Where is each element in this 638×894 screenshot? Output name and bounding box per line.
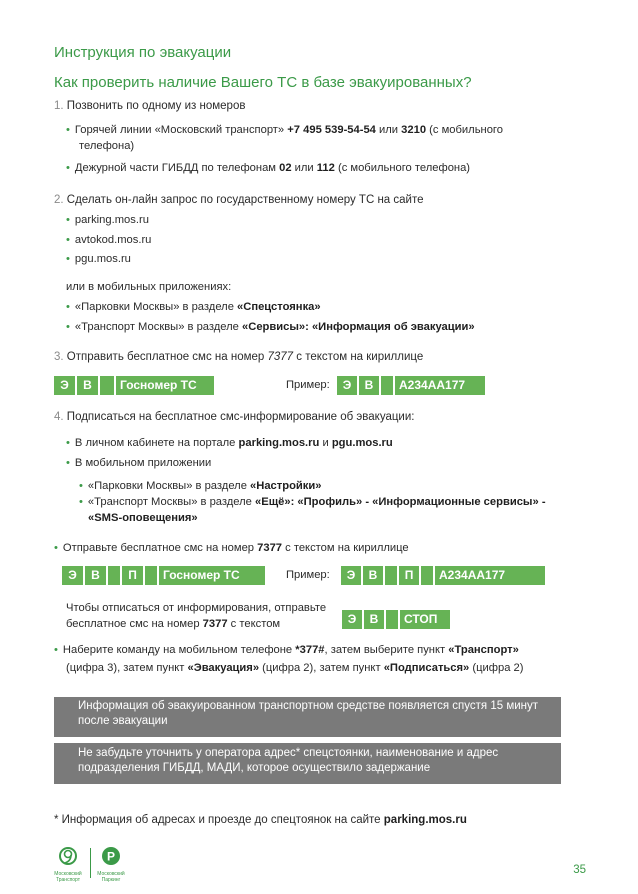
- unsubscribe-line-2: бесплатное смс на номер 7377 с текстом: [66, 618, 281, 630]
- example-plate-box: А234АА177: [395, 376, 485, 395]
- app-item: • «Парковки Москвы» в разделе «Спецстоянка»: [66, 301, 321, 313]
- sms-plate-box: Госномер ТС: [116, 376, 214, 395]
- sms-subscribe-text: • Отправьте бесплатное смс на номер 7377 с текстом на кириллице: [54, 542, 409, 554]
- example-space-box: [421, 566, 433, 585]
- moscow-transport-logo: Московский Транспорт: [50, 846, 86, 883]
- info-note: Информация об эвакуированном транспортном средстве появляется спустя 15 минут после эвакуации: [54, 697, 561, 737]
- example-space-box: [381, 376, 393, 395]
- hotline-short[interactable]: 3210: [401, 124, 427, 136]
- example-plate-box: А234АА177: [435, 566, 545, 585]
- stop-code-box: Э: [342, 610, 362, 629]
- step-number: 1.: [54, 100, 64, 112]
- transport-logo-icon: [50, 846, 86, 868]
- app-item: • «Транспорт Москвы» в разделе «Сервисы»: «Информация об эвакуации»: [66, 321, 475, 333]
- step4-bullet-2: • В мобильном приложении: [66, 457, 211, 469]
- sms-code-box: Э: [62, 566, 83, 585]
- parking-logo-icon: [94, 846, 128, 868]
- site-link[interactable]: • avtokod.mos.ru: [66, 234, 151, 246]
- site-link[interactable]: • pgu.mos.ru: [66, 253, 131, 265]
- moscow-parking-logo: P Московский Паркинг: [94, 846, 128, 883]
- site-link[interactable]: • parking.mos.ru: [66, 214, 149, 226]
- logo-divider: [90, 848, 91, 878]
- sms-plate-box: Госномер ТС: [159, 566, 265, 585]
- example-label: Пример:: [286, 569, 330, 581]
- example-box: Э: [341, 566, 361, 585]
- example-box: Э: [337, 376, 357, 395]
- step4-app-2-cont: «SMS-оповещения»: [88, 512, 198, 524]
- example-box: В: [359, 376, 379, 395]
- footnote: * Информация об адресах и проезде до спецтоянок на сайте parking.mos.ru: [54, 814, 467, 826]
- example-box: П: [399, 566, 419, 585]
- ussd-line-2: (цифра 3), затем пункт «Эвакуация» (цифра 2), затем пункт «Подписаться» (цифра 2): [66, 662, 524, 674]
- sms-code-box: Э: [54, 376, 75, 395]
- step-3: 3. Отправить бесплатное смс на номер 7377 с текстом на кириллице: [54, 351, 424, 363]
- svg-text:P: P: [106, 849, 116, 864]
- page-heading: Инструкция по эвакуации: [54, 44, 232, 61]
- step-4: 4. Подписаться на бесплатное смс-информирование об эвакуации:: [54, 411, 415, 423]
- step4-app-2: • «Транспорт Москвы» в разделе «Ещё»: «Профиль» - «Информационные сервисы» -: [79, 496, 546, 508]
- step4-bullet-1: • В личном кабинете на портале parking.mos.ru и pgu.mos.ru: [66, 437, 393, 449]
- step1-bullet-1-cont: телефона): [79, 140, 135, 152]
- example-label: Пример:: [286, 379, 330, 391]
- page-subheading: Как проверить наличие Вашего ТС в базе эвакуированных?: [54, 74, 472, 91]
- page-number: 35: [573, 864, 586, 876]
- sms-space-box: [108, 566, 120, 585]
- apps-intro: или в мобильных приложениях:: [66, 281, 232, 293]
- example-space-box: [385, 566, 397, 585]
- unsubscribe-line-1: Чтобы отписаться от информирования, отправьте: [66, 602, 327, 614]
- stop-code-box: В: [364, 610, 384, 629]
- sms-space-box: [145, 566, 157, 585]
- sms-code-box: В: [77, 376, 98, 395]
- stop-space-box: [386, 610, 398, 629]
- stop-word-box: СТОП: [400, 610, 450, 629]
- step1-bullet-2: • Дежурной части ГИБДД по телефонам 02 или 112 (с мобильного телефона): [66, 162, 470, 174]
- reminder-note: Не забудьте уточнить у оператора адрес* спецстоянки, наименование и адрес подразделения ГИБДД, МАДИ, которое осуществило задержание: [54, 743, 561, 784]
- step1-bullet-1: • Горячей линии «Московский транспорт» +7 495 539-54-54 или 3210 (с мобильного: [66, 124, 503, 136]
- ussd-line-1: • Наберите команду на мобильном телефоне *377#, затем выберите пункт «Транспорт»: [54, 644, 519, 656]
- sms-code-box: В: [85, 566, 106, 585]
- sms-space-box: [100, 376, 114, 395]
- example-box: В: [363, 566, 383, 585]
- step-text: Позвонить по одному из номеров: [66, 100, 246, 112]
- portal-link[interactable]: parking.mos.ru: [238, 437, 320, 449]
- hotline-phone[interactable]: +7 495 539-54-54: [287, 124, 376, 136]
- sms-code-box: П: [122, 566, 143, 585]
- portal-link[interactable]: pgu.mos.ru: [331, 437, 393, 449]
- footnote-link[interactable]: parking.mos.ru: [383, 814, 467, 826]
- step-1: [54, 100, 245, 112]
- step4-app-1: • «Парковки Москвы» в разделе «Настройки»: [79, 480, 322, 492]
- step-2: 2. Сделать он-лайн запрос по государственному номеру ТС на сайте: [54, 194, 424, 206]
